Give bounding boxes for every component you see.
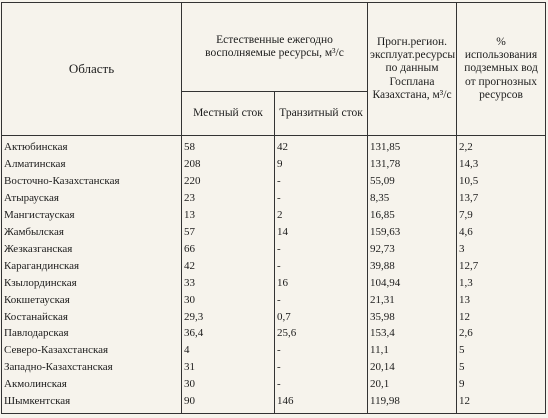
cell-usage-percent: 12 xyxy=(457,393,546,413)
table-body xyxy=(2,136,546,414)
cell-transit-runoff: 0,7 xyxy=(275,309,368,326)
cell-transit-runoff: - xyxy=(275,360,368,377)
cell-usage-percent: 13 xyxy=(457,292,546,309)
cell-region: Восточно-Казахстанская xyxy=(2,174,182,191)
table-row xyxy=(2,191,546,208)
cell-transit-runoff: 2 xyxy=(275,207,368,224)
cell-forecast-resources: 35,98 xyxy=(368,309,457,326)
cell-usage-percent: 12 xyxy=(457,309,546,326)
cell-usage-percent: 13,7 xyxy=(457,191,546,208)
cell-usage-percent: 10,5 xyxy=(457,174,546,191)
table-row xyxy=(2,377,546,394)
cell-local-runoff: 66 xyxy=(182,241,275,258)
cell-forecast-resources: 131,85 xyxy=(368,136,457,157)
cell-forecast-resources: 104,94 xyxy=(368,275,457,292)
cell-forecast-resources: 55,09 xyxy=(368,174,457,191)
cell-usage-percent: 2,6 xyxy=(457,326,546,343)
cell-local-runoff: 208 xyxy=(182,157,275,174)
cell-usage-percent: 1,3 xyxy=(457,275,546,292)
cell-local-runoff: 58 xyxy=(182,136,275,157)
header-natural-resources: Естественные ежегодно восполняемые ресурсы, м³/с xyxy=(182,3,368,92)
cell-local-runoff: 57 xyxy=(182,224,275,241)
header-local-runoff: Местный сток xyxy=(182,92,275,136)
table-row xyxy=(2,136,546,157)
cell-forecast-resources: 11,1 xyxy=(368,343,457,360)
header-usage-percent: % использования подземных вод от прогнозных ресурсов xyxy=(457,3,546,136)
cell-local-runoff: 30 xyxy=(182,292,275,309)
table-row xyxy=(2,360,546,377)
cell-region: Актюбинская xyxy=(2,136,182,157)
cell-usage-percent: 7,9 xyxy=(457,207,546,224)
cell-local-runoff: 13 xyxy=(182,207,275,224)
cell-local-runoff: 220 xyxy=(182,174,275,191)
table-row xyxy=(2,241,546,258)
cell-transit-runoff: 25,6 xyxy=(275,326,368,343)
header-forecast-resources: Прогн.регион. эксплуат.ресурсы по данным Госплана Казахстана, м³/с xyxy=(368,3,457,136)
cell-local-runoff: 36,4 xyxy=(182,326,275,343)
table-row xyxy=(2,207,546,224)
cell-forecast-resources: 92,73 xyxy=(368,241,457,258)
cell-region: Алматинская xyxy=(2,157,182,174)
cell-usage-percent: 9 xyxy=(457,377,546,394)
cell-forecast-resources: 39,88 xyxy=(368,258,457,275)
cell-transit-runoff: - xyxy=(275,377,368,394)
table-row xyxy=(2,326,546,343)
cell-local-runoff: 23 xyxy=(182,191,275,208)
header-transit-runoff: Транзитный сток xyxy=(275,92,368,136)
cell-forecast-resources: 119,98 xyxy=(368,393,457,413)
cell-transit-runoff: - xyxy=(275,174,368,191)
cell-forecast-resources: 21,31 xyxy=(368,292,457,309)
water-resources-table xyxy=(1,2,546,414)
cell-forecast-resources: 131,78 xyxy=(368,157,457,174)
cell-forecast-resources: 8,35 xyxy=(368,191,457,208)
cell-usage-percent: 12,7 xyxy=(457,258,546,275)
cell-transit-runoff: 42 xyxy=(275,136,368,157)
cell-transit-runoff: 9 xyxy=(275,157,368,174)
cell-region: Мангистауская xyxy=(2,207,182,224)
cell-region: Жезказганская xyxy=(2,241,182,258)
cell-region: Кзылординская xyxy=(2,275,182,292)
cell-region: Карагандинская xyxy=(2,258,182,275)
cell-local-runoff: 31 xyxy=(182,360,275,377)
cell-usage-percent: 3 xyxy=(457,241,546,258)
header-region: Область xyxy=(2,3,182,136)
table-row xyxy=(2,157,546,174)
cell-local-runoff: 4 xyxy=(182,343,275,360)
cell-transit-runoff: - xyxy=(275,241,368,258)
cell-usage-percent: 14,3 xyxy=(457,157,546,174)
cell-forecast-resources: 159,63 xyxy=(368,224,457,241)
table-row xyxy=(2,275,546,292)
cell-forecast-resources: 20,14 xyxy=(368,360,457,377)
table-row xyxy=(2,292,546,309)
cell-forecast-resources: 153,4 xyxy=(368,326,457,343)
cell-usage-percent: 5 xyxy=(457,360,546,377)
cell-region: Акмолинская xyxy=(2,377,182,394)
cell-usage-percent: 5 xyxy=(457,343,546,360)
cell-region: Северо-Казахстанская xyxy=(2,343,182,360)
table-row xyxy=(2,343,546,360)
cell-local-runoff: 30 xyxy=(182,377,275,394)
cell-transit-runoff: 14 xyxy=(275,224,368,241)
cell-region: Шымкентская xyxy=(2,393,182,413)
table-row xyxy=(2,258,546,275)
cell-local-runoff: 33 xyxy=(182,275,275,292)
cell-forecast-resources: 20,1 xyxy=(368,377,457,394)
table-row xyxy=(2,224,546,241)
cell-region: Кокшетауская xyxy=(2,292,182,309)
cell-usage-percent: 4,6 xyxy=(457,224,546,241)
cell-region: Павлодарская xyxy=(2,326,182,343)
table-row xyxy=(2,309,546,326)
cell-local-runoff: 42 xyxy=(182,258,275,275)
table-row xyxy=(2,174,546,191)
cell-transit-runoff: - xyxy=(275,343,368,360)
cell-transit-runoff: - xyxy=(275,292,368,309)
cell-local-runoff: 29,3 xyxy=(182,309,275,326)
cell-region: Атырауская xyxy=(2,191,182,208)
cell-transit-runoff: - xyxy=(275,191,368,208)
cell-region: Костанайская xyxy=(2,309,182,326)
cell-usage-percent: 2,2 xyxy=(457,136,546,157)
table-row xyxy=(2,393,546,413)
cell-transit-runoff: - xyxy=(275,258,368,275)
cell-region: Западно-Казахстанская xyxy=(2,360,182,377)
cell-transit-runoff: 16 xyxy=(275,275,368,292)
cell-transit-runoff: 146 xyxy=(275,393,368,413)
cell-forecast-resources: 16,85 xyxy=(368,207,457,224)
cell-local-runoff: 90 xyxy=(182,393,275,413)
cell-region: Жамбылская xyxy=(2,224,182,241)
